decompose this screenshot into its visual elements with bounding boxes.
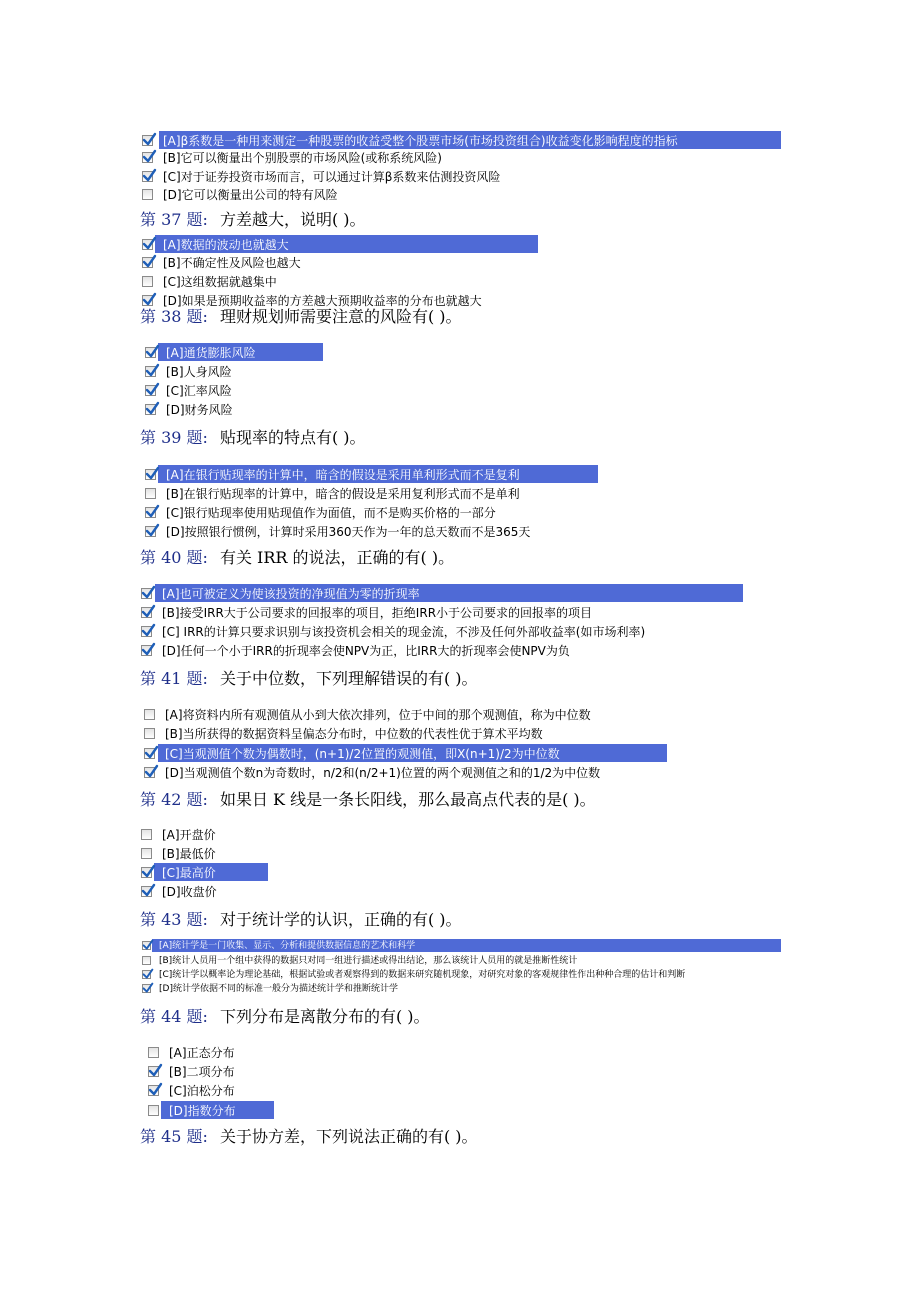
check-icon	[141, 642, 156, 657]
option-text: [D]财务风险	[166, 403, 233, 417]
option-text: [D]统计学依据不同的标准一般分为描述统计学和推断统计学	[159, 984, 398, 994]
checkbox[interactable]	[141, 867, 152, 878]
check-icon	[142, 939, 154, 951]
question-5	[140, 669, 478, 689]
check-icon	[145, 363, 160, 378]
check-icon	[148, 1082, 163, 1097]
check-icon	[142, 968, 154, 980]
check-icon	[142, 292, 157, 307]
check-icon	[141, 604, 156, 619]
question-9	[140, 1127, 478, 1147]
checkbox[interactable]	[141, 607, 152, 618]
checkbox[interactable]	[142, 257, 153, 268]
option-text: [A]正态分布	[169, 1046, 235, 1060]
check-icon	[145, 466, 160, 481]
checkbox[interactable]	[148, 1066, 159, 1077]
option-text: [B]当所获得的数据资料呈偏态分布时，中位数的代表性优于算术平均数	[165, 727, 543, 741]
option-text: [B]二项分布	[169, 1065, 235, 1079]
option-text: [C]最高价	[162, 866, 216, 880]
question-7	[140, 910, 462, 930]
question-text: 如果日 K 线是一条长阳线，那么最高点代表的是( )。	[219, 790, 596, 809]
checkbox[interactable]	[141, 829, 152, 840]
check-icon	[145, 344, 160, 359]
option-text: [A]也可被定义为使该投资的净现值为零的折现率	[162, 587, 420, 601]
option-text: [B]统计人员用一个组中获得的数据只对同一组进行描述或得出结论，那么该统计人员用的就是推断性统计	[159, 956, 578, 966]
option-text: [D]任何一个小于IRR的折现率会使NPV为正，比IRR大的折现率会使NPV为负	[162, 644, 570, 658]
option-text: [B]不确定性及风险也越大	[163, 256, 301, 270]
question-number: 第 39 题:	[140, 428, 208, 447]
question-1	[140, 210, 366, 230]
question-text: 关于协方差，下列说法正确的有( )。	[219, 1127, 478, 1146]
checkbox[interactable]	[142, 239, 153, 250]
option-text: [A]通货膨胀风险	[166, 346, 256, 360]
checkbox[interactable]	[145, 488, 156, 499]
checkbox[interactable]	[141, 848, 152, 859]
question-number: 第 43 题:	[140, 910, 208, 929]
question-4	[140, 548, 454, 568]
check-icon	[145, 401, 160, 416]
check-icon	[142, 236, 157, 251]
question-number: 第 37 题:	[140, 210, 208, 229]
checkbox[interactable]	[145, 385, 156, 396]
check-icon	[141, 864, 156, 879]
checkbox[interactable]	[144, 728, 155, 739]
option-text: [A]将资料内所有观测值从小到大依次排列，位于中间的那个观测值，称为中位数	[165, 708, 591, 722]
question-number: 第 45 题:	[140, 1127, 208, 1146]
question-number: 第 40 题:	[140, 548, 208, 567]
check-icon	[141, 585, 156, 600]
question-number: 第 42 题:	[140, 790, 208, 809]
question-text: 方差越大，说明( )。	[219, 210, 366, 229]
checkbox[interactable]	[148, 1085, 159, 1096]
checkbox[interactable]	[145, 526, 156, 537]
question-number: 第 41 题:	[140, 669, 208, 688]
option-text: [B]在银行贴现率的计算中，暗含的假设是采用复利形式而不是单利	[166, 487, 520, 501]
question-2	[140, 307, 462, 327]
question-8	[140, 1007, 430, 1027]
checkbox[interactable]	[141, 645, 152, 656]
checkbox[interactable]	[142, 984, 151, 993]
option-text: [D]当观测值个数n为奇数时，n/2和(n/2+1)位置的两个观测值之和的1/2为中位数	[165, 766, 601, 780]
option-text: [D]如果是预期收益率的方差越大预期收益率的分布也就越大	[163, 294, 482, 308]
checkbox[interactable]	[148, 1105, 159, 1116]
checkbox[interactable]	[145, 507, 156, 518]
checkbox[interactable]	[144, 709, 155, 720]
option-text: [A]在银行贴现率的计算中，暗含的假设是采用单利形式而不是复利	[166, 468, 520, 482]
checkbox[interactable]	[141, 626, 152, 637]
option-text: [A]β系数是一种用来测定一种股票的收益受整个股票市场(市场投资组合)收益变化影响程度的指标	[163, 134, 678, 148]
checkbox[interactable]	[141, 886, 152, 897]
option-text: [D]按照银行惯例，计算时采用360天作为一年的总天数而不是365天	[166, 525, 531, 539]
checkbox[interactable]	[142, 956, 151, 965]
question-number: 第 44 题:	[140, 1007, 208, 1026]
check-icon	[142, 149, 157, 164]
check-icon	[142, 168, 157, 183]
option-text: [C] IRR的计算只要求识别与该投资机会相关的现金流，不涉及任何外部收益率(如市场利率)	[162, 625, 646, 639]
checkbox[interactable]	[144, 748, 155, 759]
check-icon	[148, 1063, 163, 1078]
question-text: 对于统计学的认识，正确的有( )。	[219, 910, 462, 929]
checkbox[interactable]	[142, 276, 153, 287]
checkbox[interactable]	[145, 347, 156, 358]
option-text: [B]它可以衡量出个别股票的市场风险(或称系统风险)	[163, 151, 442, 165]
checkbox[interactable]	[142, 189, 153, 200]
option-text: [B]最低价	[162, 847, 216, 861]
check-icon	[144, 764, 159, 779]
checkbox[interactable]	[142, 295, 153, 306]
option-text: [A]数据的波动也就越大	[163, 238, 289, 252]
option-text: [D]它可以衡量出公司的特有风险	[163, 188, 338, 202]
option-text: [C]汇率风险	[166, 384, 232, 398]
check-icon	[145, 523, 160, 538]
question-text: 下列分布是离散分布的有( )。	[219, 1007, 430, 1026]
question-text: 关于中位数，下列理解错误的有( )。	[219, 669, 478, 688]
checkbox[interactable]	[144, 767, 155, 778]
option-text: [C]银行贴现率使用贴现值作为面值，而不是购买价格的一部分	[166, 506, 496, 520]
option-text: [B]接受IRR大于公司要求的回报率的项目，拒绝IRR小于公司要求的回报率的项目	[162, 606, 593, 620]
check-icon	[145, 382, 160, 397]
question-3	[140, 428, 366, 448]
question-text: 有关 IRR 的说法，正确的有( )。	[219, 548, 455, 567]
check-icon	[141, 883, 156, 898]
check-icon	[144, 745, 159, 760]
check-icon	[141, 623, 156, 638]
option-text: [D]指数分布	[169, 1104, 236, 1118]
checkbox[interactable]	[142, 941, 151, 950]
question-6	[140, 790, 596, 810]
check-icon	[142, 982, 154, 994]
question-number: 第 38 题:	[140, 307, 208, 326]
check-icon	[145, 504, 160, 519]
option-text: [C]泊松分布	[169, 1084, 235, 1098]
check-icon	[142, 254, 157, 269]
checkbox[interactable]	[142, 135, 153, 146]
option-text: [C]统计学以概率论为理论基础，根据试验或者观察得到的数据来研究随机现象，对研究对象的客观规律性作出种种合理的估计和判断	[159, 970, 686, 980]
checkbox[interactable]	[145, 469, 156, 480]
checkbox[interactable]	[142, 970, 151, 979]
checkbox[interactable]	[145, 366, 156, 377]
option-text: [A]统计学是一门收集、显示、分析和提供数据信息的艺术和科学	[159, 941, 416, 951]
option-text: [C]对于证券投资市场而言，可以通过计算β系数来估测投资风险	[163, 170, 501, 184]
question-text: 贴现率的特点有( )。	[219, 428, 366, 447]
checkbox[interactable]	[145, 404, 156, 415]
checkbox[interactable]	[142, 171, 153, 182]
check-icon	[142, 132, 157, 147]
option-text: [C]这组数据就越集中	[163, 275, 277, 289]
checkbox[interactable]	[142, 152, 153, 163]
option-text: [C]当观测值个数为偶数时，(n+1)/2位置的观测值，即X(n+1)/2为中位数	[165, 747, 560, 761]
question-text: 理财规划师需要注意的风险有( )。	[219, 307, 462, 326]
option-text: [D]收盘价	[162, 885, 217, 899]
checkbox[interactable]	[141, 588, 152, 599]
option-text: [B]人身风险	[166, 365, 232, 379]
checkbox[interactable]	[148, 1047, 159, 1058]
option-text: [A]开盘价	[162, 828, 216, 842]
